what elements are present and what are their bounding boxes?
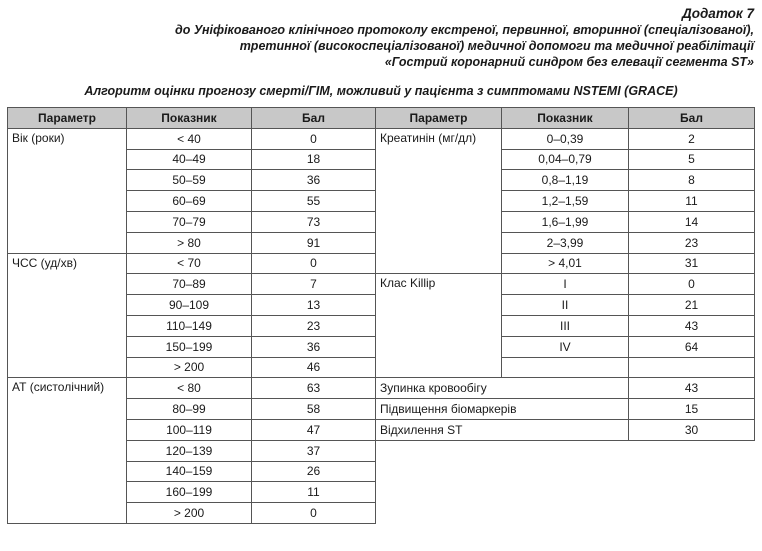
header-line-3: «Гострий коронарний синдром без елевації сегмента ST» <box>384 55 754 69</box>
creatinine-score: 31 <box>629 253 755 274</box>
killip-indicator: II <box>502 295 629 316</box>
age-score: 0 <box>252 128 376 149</box>
hr-indicator: 110–149 <box>127 315 252 336</box>
header-line-2: третинної (високоспеціалізованої) медичної допомоги та медичної реабілітації <box>239 39 754 53</box>
param-st-deviation: Відхилення ST <box>376 419 629 440</box>
age-score: 36 <box>252 170 376 191</box>
param-blood-pressure: АТ (систолічний) <box>8 378 127 524</box>
param-heart-rate: ЧСС (уд/хв) <box>8 253 127 378</box>
bp-score: 11 <box>252 482 376 503</box>
killip-indicator: IV <box>502 336 629 357</box>
creatinine-indicator: 2–3,99 <box>502 232 629 253</box>
table-row <box>8 378 755 399</box>
hr-score: 46 <box>252 357 376 378</box>
age-indicator: 60–69 <box>127 191 252 212</box>
hr-score: 23 <box>252 315 376 336</box>
age-score: 73 <box>252 211 376 232</box>
hr-indicator: > 200 <box>127 357 252 378</box>
creatinine-indicator: 0,04–0,79 <box>502 149 629 170</box>
creatinine-indicator: 1,6–1,99 <box>502 211 629 232</box>
bp-score: 47 <box>252 419 376 440</box>
table-caption: Алгоритм оцінки прогнозу смерті/ГІМ, можливий у пацієнта з симптомами NSTEMI (GRACE) <box>84 84 678 98</box>
creatinine-indicator: 0–0,39 <box>502 128 629 149</box>
bp-score: 37 <box>252 440 376 461</box>
header-row <box>8 108 755 129</box>
killip-score: 0 <box>629 274 755 295</box>
age-indicator: 70–79 <box>127 211 252 232</box>
bp-score: 26 <box>252 461 376 482</box>
creatinine-score: 11 <box>629 191 755 212</box>
col-header-param-right: Параметр <box>376 108 502 129</box>
age-indicator: 50–59 <box>127 170 252 191</box>
bp-indicator: 80–99 <box>127 399 252 420</box>
col-header-score-right: Бал <box>629 108 755 129</box>
param-age: Вік (роки) <box>8 128 127 253</box>
age-indicator: < 40 <box>127 128 252 149</box>
bp-indicator: 160–199 <box>127 482 252 503</box>
bp-indicator: 100–119 <box>127 419 252 440</box>
col-header-indicator: Показник <box>127 108 252 129</box>
age-indicator: > 80 <box>127 232 252 253</box>
hr-score: 0 <box>252 253 376 274</box>
bp-indicator: 120–139 <box>127 440 252 461</box>
hr-score: 7 <box>252 274 376 295</box>
age-score: 55 <box>252 191 376 212</box>
hr-indicator: < 70 <box>127 253 252 274</box>
col-header-score: Бал <box>252 108 376 129</box>
bp-indicator: 140–159 <box>127 461 252 482</box>
killip-indicator: III <box>502 315 629 336</box>
bp-indicator: < 80 <box>127 378 252 399</box>
st-deviation-score: 30 <box>629 419 755 440</box>
age-score: 18 <box>252 149 376 170</box>
appendix-title: Додаток 7 <box>681 6 754 21</box>
header-line-1: до Уніфікованого клінічного протоколу екстреної, первинної, вторинної (спеціалізованої), <box>175 23 754 37</box>
age-indicator: 40–49 <box>127 149 252 170</box>
hr-score: 13 <box>252 295 376 316</box>
creatinine-score: 8 <box>629 170 755 191</box>
biomarkers-score: 15 <box>629 399 755 420</box>
creatinine-score: 14 <box>629 211 755 232</box>
param-creatinine: Креатинін (мг/дл) <box>376 128 502 274</box>
killip-empty-score <box>629 357 755 378</box>
cardiac-arrest-score: 43 <box>629 378 755 399</box>
bp-score: 0 <box>252 503 376 524</box>
param-biomarkers: Підвищення біомаркерів <box>376 399 629 420</box>
hr-indicator: 70–89 <box>127 274 252 295</box>
hr-indicator: 150–199 <box>127 336 252 357</box>
killip-empty-indicator <box>502 357 629 378</box>
creatinine-score: 5 <box>629 149 755 170</box>
creatinine-indicator: 0,8–1,19 <box>502 170 629 191</box>
creatinine-score: 23 <box>629 232 755 253</box>
creatinine-indicator: > 4,01 <box>502 253 629 274</box>
table-row <box>8 128 755 149</box>
killip-score: 43 <box>629 315 755 336</box>
hr-indicator: 90–109 <box>127 295 252 316</box>
param-cardiac-arrest: Зупинка кровообігу <box>376 378 629 399</box>
bp-score: 58 <box>252 399 376 420</box>
hr-score: 36 <box>252 336 376 357</box>
document-header <box>175 6 754 70</box>
bp-indicator: > 200 <box>127 503 252 524</box>
col-header-param: Параметр <box>8 108 127 129</box>
killip-indicator: I <box>502 274 629 295</box>
blank-area <box>376 440 755 523</box>
creatinine-score: 2 <box>629 128 755 149</box>
bp-score: 63 <box>252 378 376 399</box>
param-killip: Клас Killip <box>376 274 502 378</box>
age-score: 91 <box>252 232 376 253</box>
killip-score: 64 <box>629 336 755 357</box>
creatinine-indicator: 1,2–1,59 <box>502 191 629 212</box>
grace-table <box>7 107 755 524</box>
killip-score: 21 <box>629 295 755 316</box>
col-header-indicator-right: Показник <box>502 108 629 129</box>
